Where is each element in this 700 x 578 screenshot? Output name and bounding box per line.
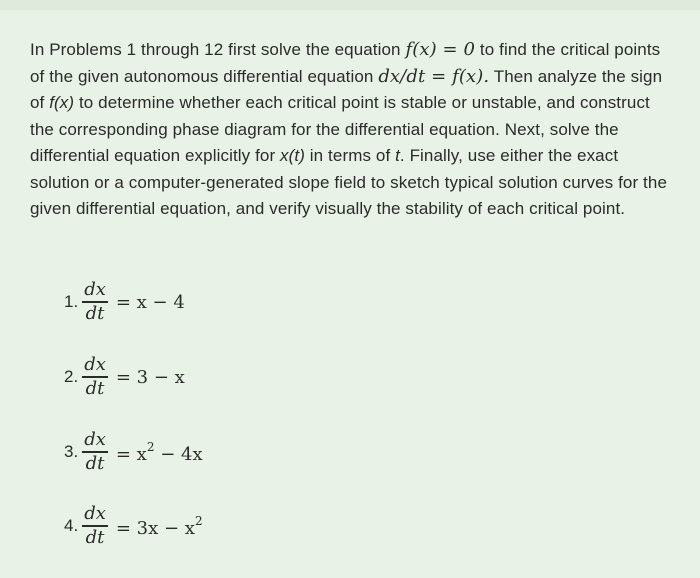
exponent: 2 <box>194 513 203 528</box>
fraction-denominator: dt <box>85 377 105 399</box>
fraction-denominator: dt <box>85 452 105 474</box>
instructions-text-3: Then analyze the sign of <box>30 66 663 112</box>
fraction-numerator: dx <box>84 354 106 376</box>
derivative-fraction <box>82 279 108 325</box>
equation-right-side: = 3 − x <box>115 366 185 388</box>
problem-4 <box>64 500 203 552</box>
equation-right-side <box>116 514 203 539</box>
instructions-text-6: . Finally, use either the exact solution or a computer-generated slope field to sketch typical solution curves for the given differential equation, and verify visually the stability of each critical point. <box>30 146 667 218</box>
problem-number: 1. <box>64 292 79 311</box>
instructions-text-2: to find the critical points of the given autonomous differential equation <box>30 40 661 86</box>
derivative-fraction <box>82 354 108 400</box>
equation-right-side <box>116 440 203 465</box>
variable-t: t <box>395 146 400 165</box>
fraction-numerator: dx <box>84 279 106 301</box>
problem-1 <box>64 276 185 328</box>
problem-number: 3. <box>64 442 79 461</box>
equation-dxdt-equals-fx: dx/dt = f(x). <box>378 65 490 87</box>
function-xt: x(t) <box>280 146 305 165</box>
problem-number: 2. <box>64 367 79 386</box>
instructions-text-1: In Problems 1 through 12 first solve the equation <box>30 40 406 59</box>
fraction-denominator: dt <box>85 302 105 324</box>
problem-number: 4. <box>64 516 79 535</box>
derivative-fraction <box>82 429 108 475</box>
rhs-part-b: − 4x <box>154 443 203 465</box>
rhs-part-a: = 3x − x <box>115 517 195 539</box>
fraction-numerator: dx <box>84 503 106 525</box>
instructions-text-4: to determine whether each critical point is stable or unstable, and construct the corresponding phase diagram for the differential equation. Next, solve the differential equation explicitly for <box>30 93 650 165</box>
fraction-denominator: dt <box>85 526 105 548</box>
derivative-fraction <box>82 503 108 549</box>
instructions-text-5: in terms of <box>304 146 396 165</box>
function-fx: f(x) <box>49 93 75 112</box>
equation-right-side: = x − 4 <box>115 291 185 313</box>
instructions-paragraph <box>30 37 670 223</box>
problem-3 <box>64 426 203 478</box>
equation-f-equals-zero: f(x) = 0 <box>405 39 476 60</box>
fraction-numerator: dx <box>84 429 106 451</box>
rhs-part-a: = x <box>115 443 147 465</box>
page-top-edge <box>0 0 700 10</box>
problem-2 <box>64 351 185 403</box>
exponent: 2 <box>146 439 155 454</box>
